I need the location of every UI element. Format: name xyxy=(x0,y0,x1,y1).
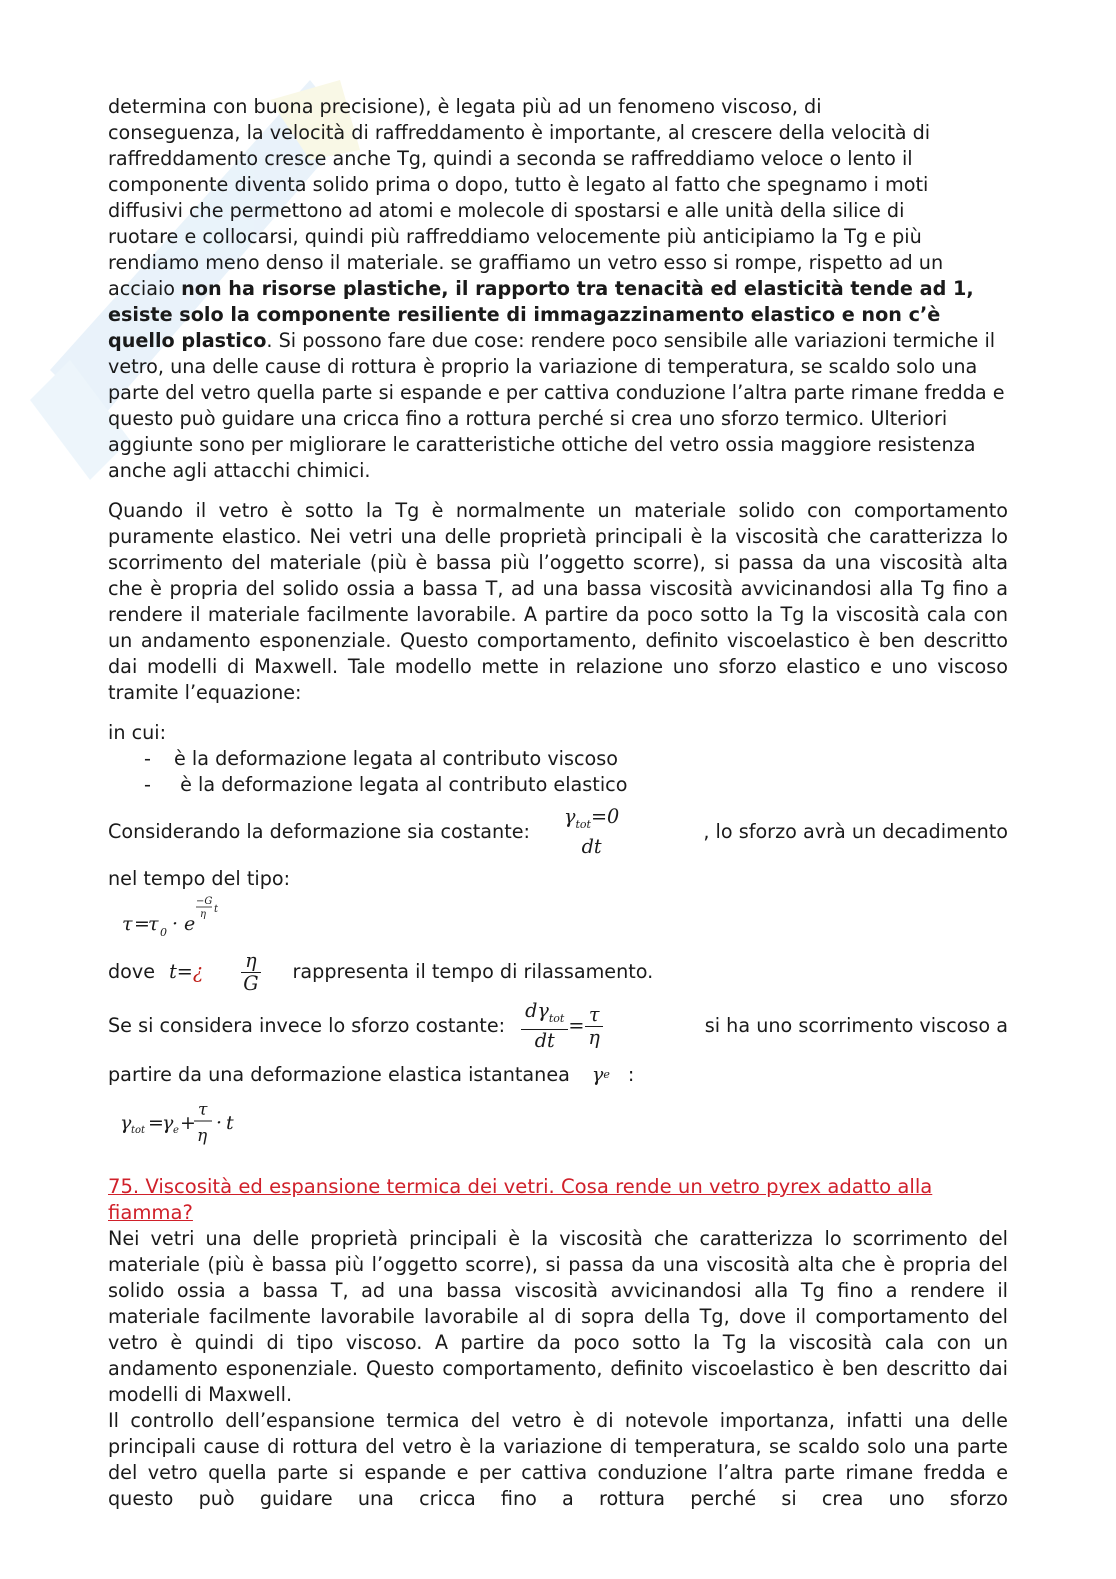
dgamma-dt-fraction xyxy=(560,806,623,858)
strain-constant-row xyxy=(108,806,1008,858)
eta-denominator: η xyxy=(197,1126,208,1146)
eta-over-g-fraction xyxy=(239,950,262,995)
d-gamma-symbol: dγ xyxy=(525,998,549,1022)
bullet-text: è la deformazione legata al contributo elastico xyxy=(174,773,628,796)
inverted-question-mark: ¿ xyxy=(192,960,204,983)
partire-text: partire da una deformazione elastica istantanea xyxy=(108,1063,570,1086)
gamma-e-symbol: γ xyxy=(591,1063,604,1086)
gamma-symbol: γ xyxy=(120,1112,132,1134)
p1-line-3: raffreddamento cresce anche Tg, quindi a seconda se raffreddiamo veloce o lento il xyxy=(108,147,913,170)
p1-bold-text: non ha risorse plastiche, il rapporto tra tenacità ed elasticità tende ad 1, esiste solo la componente resiliente di immagazzinamento elastico e non c’è quello plastico xyxy=(108,277,974,352)
dove-row xyxy=(108,947,1008,997)
tau-numerator: τ xyxy=(198,1100,208,1120)
p1-line-4: componente diventa solido prima o dopo, tutto è legato al fatto che spegnamo i moti xyxy=(108,173,929,196)
rilassamento-text: rappresenta il tempo di rilassamento. xyxy=(292,960,654,983)
bullet-text: è la deformazione legata al contributo viscoso xyxy=(174,747,619,770)
dgamma-dt-fraction-2 xyxy=(521,1000,568,1053)
eta-symbol: η xyxy=(200,909,206,920)
tau-over-eta-fraction xyxy=(584,1004,604,1049)
equals-sign: = xyxy=(568,1014,585,1037)
stress-constant-row xyxy=(108,997,1008,1055)
in-cui-label: in cui: xyxy=(108,721,167,744)
gamma-e-symbol: γ xyxy=(162,1112,174,1134)
tau-symbol: τ xyxy=(122,913,133,935)
p1-line-1: determina con buona precisione), è legata più ad un fenomeno viscoso, di xyxy=(108,95,822,118)
e-subscript: e xyxy=(603,1068,610,1081)
nel-tempo-text: nel tempo del tipo: xyxy=(108,867,291,890)
viscous-flow-equation xyxy=(108,1095,268,1151)
considerando-text: Considerando la deformazione sia costante: xyxy=(108,820,531,843)
p1-line-6: ruotare e collocarsi, quindi più raffreddiamo velocemente più anticipiamo la Tg e più xyxy=(108,225,922,248)
se-si-after-text: si ha uno scorrimento viscoso a xyxy=(704,1014,1008,1037)
section-heading: 75. Viscosità ed espansione termica dei vetri. Cosa rende un vetro pyrex adatto alla fiamma? xyxy=(108,1175,933,1224)
dt-symbol: dt xyxy=(534,1029,555,1053)
gamma-symbol: γ xyxy=(564,805,576,829)
tot-subscript: tot xyxy=(131,1125,146,1136)
paragraph-3: Nei vetri una delle proprietà principali è la viscosità che caratterizza lo scorrimento del materiale (più è bassa più l’oggetto scorre), si passa da una viscosità alta che è propria del solido ossia a bassa T, ad una bassa viscosità avvicinandosi alla Tg fino a rendere il materiale facilmente lavorabile lavorabile al di sopra della Tg, dove il comportamento del vetro è quindi di tipo viscoso. A partire da poco sotto la Tg la viscosità cala con un andamento esponenziale. Questo comportamento, definito viscoelastico è ben descritto dai modelli di Maxwell. xyxy=(108,1227,1008,1406)
p1-text: acciaio xyxy=(108,277,182,300)
plus-sign: + xyxy=(180,1112,196,1134)
tot-subscript: tot xyxy=(548,1011,565,1025)
equals-sign: = xyxy=(148,1112,164,1134)
partire-row xyxy=(108,1055,1008,1095)
page-content xyxy=(108,94,1008,1512)
paragraph-1 xyxy=(108,94,1008,484)
p1-continuation xyxy=(108,276,1008,484)
tot-subscript: tot xyxy=(575,817,591,831)
paragraph-2: Quando il vetro è sotto la Tg è normalmente un materiale solido con comportamento puramente elastico. Nei vetri una delle proprietà principali è la viscosità che caratterizza lo scorrimento del materiale (più è bassa più l’oggetto scorre), si passa da una viscosità alta che è propria del solido ossia a bassa T, ad una bassa viscosità avvicinandosi alla Tg fino a rendere il materiale facilmente lavorabile. A partire da poco sotto la Tg la viscosità cala con un andamento esponenziale. Questo comportamento, definito viscoelastico è ben descritto dai modelli di Maxwell. Tale modello mette in relazione uno sforzo elastico e uno viscoso tramite l’equazione: xyxy=(108,499,1008,704)
p1-line-7: rendiamo meno denso il materiale. se graffiamo un vetro esso si rompe, rispetto ad un xyxy=(108,251,944,274)
equals-zero: =0 xyxy=(590,805,620,829)
eta-denominator: η xyxy=(588,1025,600,1049)
equals-sign: = xyxy=(134,913,150,935)
dot-operator: · xyxy=(216,1112,223,1134)
bullet-dash: - xyxy=(144,773,151,796)
eta-numerator: η xyxy=(241,950,261,973)
tau-numerator: τ xyxy=(585,1004,604,1027)
bullet-item xyxy=(108,746,1008,772)
e-symbol: e xyxy=(184,913,196,935)
dot-operator: · xyxy=(172,913,179,935)
dt-symbol: dt xyxy=(581,834,602,858)
tau0-symbol: τ xyxy=(148,913,159,935)
p1-line-5: diffusivi che permettono ad atomi e molecole di spostarsi e alle unità della silice di xyxy=(108,199,905,222)
t-symbol: t xyxy=(214,904,219,915)
stress-decay-equation xyxy=(108,892,248,940)
p1-line-2: conseguenza, la velocità di raffreddamento è importante, al crescere della velocità di xyxy=(108,121,931,144)
p1-rest-text: . Si possono fare due cose: rendere poco sensibile alle variazioni termiche il vetro, una delle cause di rottura è proprio la variazione di temperatura, se scaldo solo una parte del vetro quella parte si espande e per cattiva conduzione l’altra parte rimane fredda e questo può guidare una cricca fino a rottura perché si crea uno sforzo termico. Ulteriori aggiunte sono per migliorare le caratteristiche ottiche del vetro ossia maggiore resistenza anche agli attacchi chimici. xyxy=(108,329,1005,482)
colon-text: : xyxy=(627,1063,635,1086)
bullet-dash: - xyxy=(144,747,151,770)
bullet-item xyxy=(108,772,1008,798)
g-denominator: G xyxy=(243,971,259,995)
e-subscript: e xyxy=(173,1125,179,1136)
zero-subscript: 0 xyxy=(160,926,167,939)
neg-g-symbol: −G xyxy=(196,896,213,907)
dove-text: dove xyxy=(108,960,156,983)
paragraph-4: Il controllo dell’espansione termica del vetro è di notevole importanza, infatti una delle principali cause di rottura del vetro è la variazione di temperatura, se scaldo solo una parte del vetro quella parte si espande e per cattiva conduzione l’altra parte rimane fredda e questo può guidare una cricca fino a rottura perché si crea uno sforzo xyxy=(108,1409,1008,1510)
se-si-text: Se si considera invece lo sforzo costante: xyxy=(108,1014,506,1037)
t-equals: t= xyxy=(169,960,193,983)
considerando-after-text: , lo sforzo avrà un decadimento xyxy=(703,820,1008,843)
t-symbol: t xyxy=(226,1112,234,1134)
